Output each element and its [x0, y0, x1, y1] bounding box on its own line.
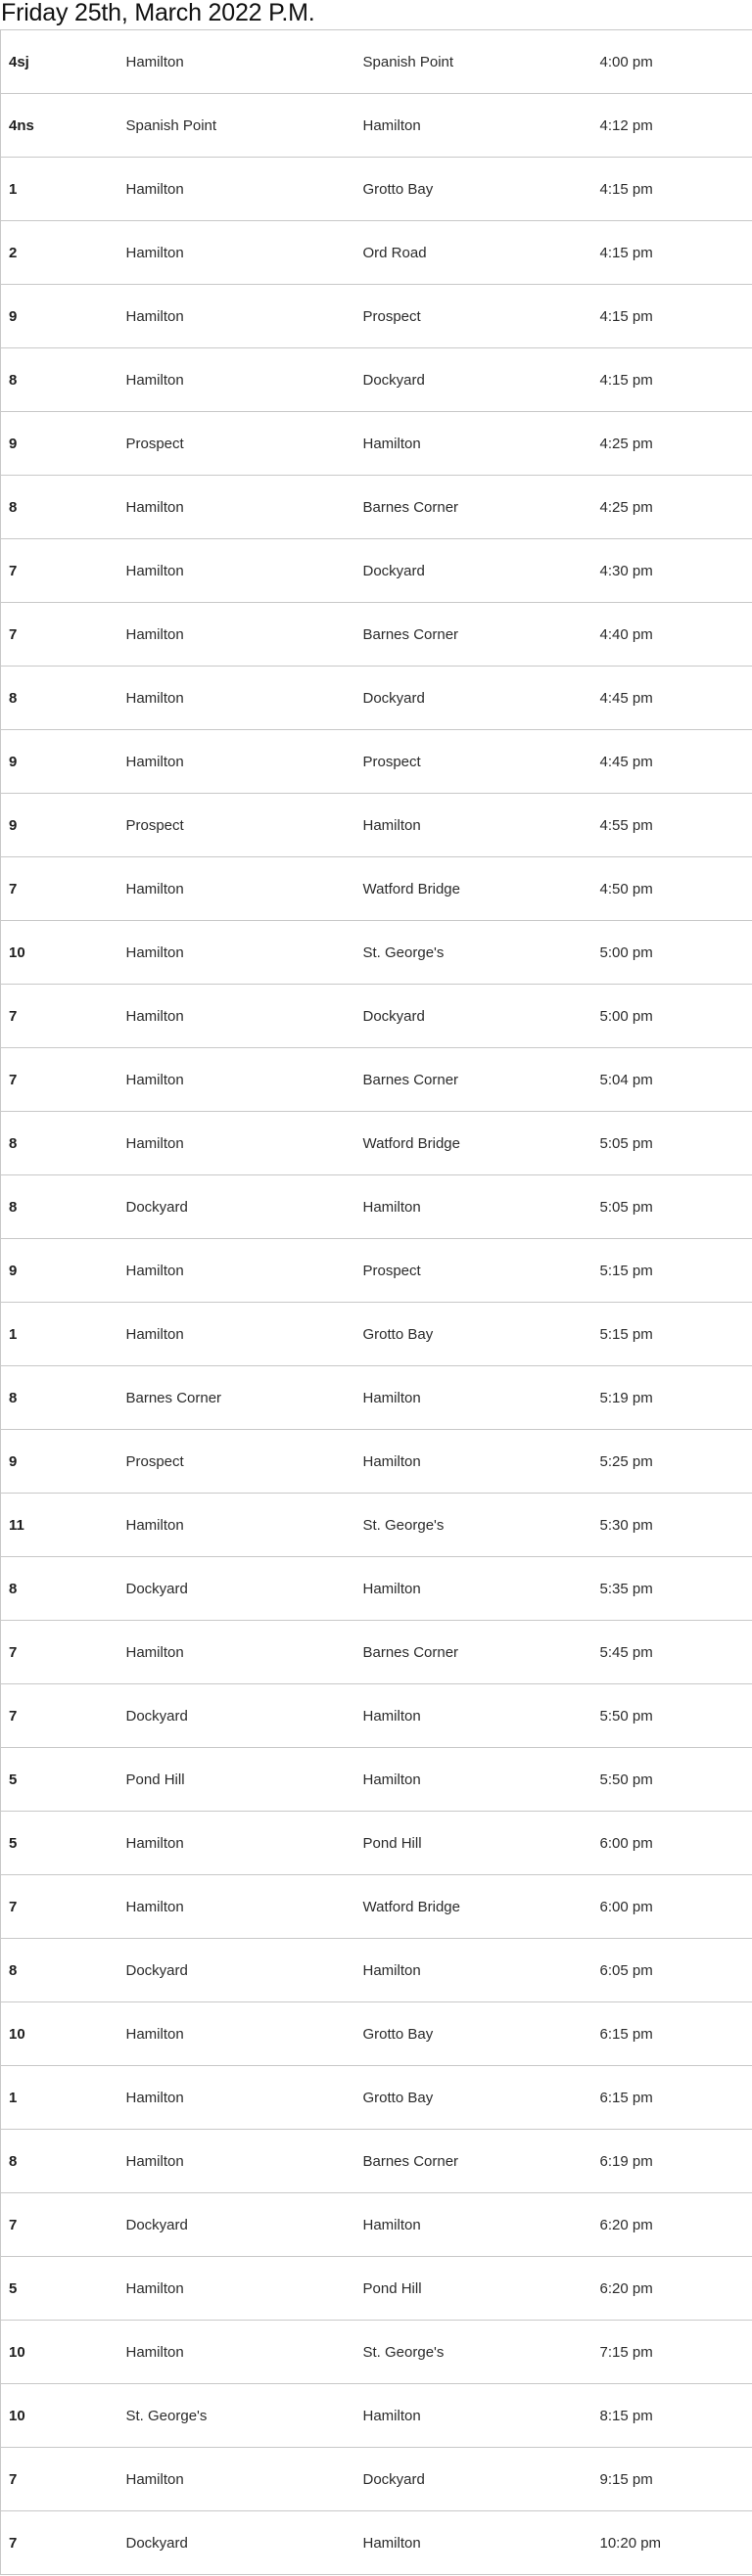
departure-time-cell: 6:00 pm [592, 1875, 752, 1939]
table-row [1, 1875, 752, 1939]
table-row [1, 285, 752, 348]
destination-cell: Barnes Corner [355, 2130, 592, 2193]
destination-cell: Hamilton [355, 94, 592, 158]
destination-cell: Watford Bridge [355, 1875, 592, 1939]
table-row [1, 1621, 752, 1684]
destination-cell: Hamilton [355, 2193, 592, 2257]
departure-time-cell: 5:25 pm [592, 1430, 752, 1494]
origin-cell: Hamilton [118, 2321, 355, 2384]
destination-cell: Watford Bridge [355, 1112, 592, 1175]
table-row [1, 667, 752, 730]
destination-cell: Grotto Bay [355, 2002, 592, 2066]
table-row [1, 2130, 752, 2193]
route-cell: 7 [1, 1684, 118, 1748]
route-cell: 10 [1, 921, 118, 985]
departure-time-cell: 5:15 pm [592, 1303, 752, 1366]
departure-time-cell: 6:15 pm [592, 2066, 752, 2130]
departure-time-cell: 8:15 pm [592, 2384, 752, 2448]
origin-cell: Hamilton [118, 1621, 355, 1684]
origin-cell: Prospect [118, 412, 355, 476]
route-cell: 1 [1, 158, 118, 221]
departure-time-cell: 5:45 pm [592, 1621, 752, 1684]
departure-time-cell: 5:05 pm [592, 1175, 752, 1239]
route-cell: 5 [1, 2257, 118, 2321]
origin-cell: Hamilton [118, 667, 355, 730]
bus-schedule-table [0, 29, 752, 2575]
departure-time-cell: 4:45 pm [592, 730, 752, 794]
table-row [1, 1239, 752, 1303]
departure-time-cell: 5:50 pm [592, 1684, 752, 1748]
table-row [1, 1557, 752, 1621]
table-row [1, 1303, 752, 1366]
route-cell: 2 [1, 221, 118, 285]
origin-cell: Hamilton [118, 921, 355, 985]
table-row [1, 2384, 752, 2448]
table-row [1, 2511, 752, 2575]
origin-cell: Hamilton [118, 348, 355, 412]
origin-cell: Hamilton [118, 1875, 355, 1939]
origin-cell: Hamilton [118, 285, 355, 348]
origin-cell: Hamilton [118, 857, 355, 921]
route-cell: 7 [1, 539, 118, 603]
destination-cell: Dockyard [355, 2448, 592, 2511]
destination-cell: Prospect [355, 285, 592, 348]
route-cell: 7 [1, 2193, 118, 2257]
origin-cell: Dockyard [118, 1175, 355, 1239]
destination-cell: Dockyard [355, 667, 592, 730]
origin-cell: Hamilton [118, 2448, 355, 2511]
route-cell: 7 [1, 1048, 118, 1112]
origin-cell: Dockyard [118, 2193, 355, 2257]
destination-cell: Prospect [355, 1239, 592, 1303]
destination-cell: Hamilton [355, 1430, 592, 1494]
route-cell: 4ns [1, 94, 118, 158]
departure-time-cell: 4:25 pm [592, 476, 752, 539]
departure-time-cell: 4:25 pm [592, 412, 752, 476]
destination-cell: Dockyard [355, 985, 592, 1048]
route-cell: 4sj [1, 30, 118, 94]
table-row [1, 348, 752, 412]
route-cell: 9 [1, 285, 118, 348]
page-title: Friday 25th, March 2022 P.M. [1, 0, 315, 26]
route-cell: 8 [1, 1557, 118, 1621]
table-row [1, 2002, 752, 2066]
origin-cell: Hamilton [118, 730, 355, 794]
table-row [1, 476, 752, 539]
table-row [1, 1684, 752, 1748]
destination-cell: Prospect [355, 730, 592, 794]
origin-cell: Hamilton [118, 1812, 355, 1875]
table-row [1, 2066, 752, 2130]
origin-cell: Hamilton [118, 1303, 355, 1366]
destination-cell: Hamilton [355, 1175, 592, 1239]
destination-cell: Hamilton [355, 1939, 592, 2002]
origin-cell: Hamilton [118, 158, 355, 221]
departure-time-cell: 4:15 pm [592, 158, 752, 221]
destination-cell: Dockyard [355, 539, 592, 603]
origin-cell: St. George's [118, 2384, 355, 2448]
table-row [1, 1748, 752, 1812]
destination-cell: Barnes Corner [355, 1048, 592, 1112]
table-row [1, 794, 752, 857]
destination-cell: Pond Hill [355, 1812, 592, 1875]
route-cell: 7 [1, 857, 118, 921]
route-cell: 7 [1, 985, 118, 1048]
table-row [1, 2193, 752, 2257]
route-cell: 7 [1, 2511, 118, 2575]
destination-cell: Watford Bridge [355, 857, 592, 921]
route-cell: 9 [1, 412, 118, 476]
table-row [1, 221, 752, 285]
origin-cell: Hamilton [118, 2257, 355, 2321]
origin-cell: Hamilton [118, 2130, 355, 2193]
departure-time-cell: 4:40 pm [592, 603, 752, 667]
table-row [1, 985, 752, 1048]
departure-time-cell: 5:00 pm [592, 985, 752, 1048]
route-cell: 9 [1, 1239, 118, 1303]
departure-time-cell: 6:20 pm [592, 2193, 752, 2257]
departure-time-cell: 5:00 pm [592, 921, 752, 985]
route-cell: 8 [1, 348, 118, 412]
departure-time-cell: 4:15 pm [592, 285, 752, 348]
table-row [1, 2257, 752, 2321]
origin-cell: Hamilton [118, 985, 355, 1048]
departure-time-cell: 6:20 pm [592, 2257, 752, 2321]
route-cell: 5 [1, 1748, 118, 1812]
departure-time-cell: 4:55 pm [592, 794, 752, 857]
departure-time-cell: 5:04 pm [592, 1048, 752, 1112]
departure-time-cell: 4:12 pm [592, 94, 752, 158]
table-row [1, 94, 752, 158]
origin-cell: Hamilton [118, 539, 355, 603]
destination-cell: Grotto Bay [355, 158, 592, 221]
origin-cell: Spanish Point [118, 94, 355, 158]
route-cell: 1 [1, 2066, 118, 2130]
destination-cell: Spanish Point [355, 30, 592, 94]
origin-cell: Pond Hill [118, 1748, 355, 1812]
destination-cell: Hamilton [355, 794, 592, 857]
destination-cell: Hamilton [355, 2384, 592, 2448]
origin-cell: Hamilton [118, 2066, 355, 2130]
route-cell: 8 [1, 2130, 118, 2193]
origin-cell: Hamilton [118, 30, 355, 94]
table-row [1, 2321, 752, 2384]
departure-time-cell: 4:15 pm [592, 221, 752, 285]
table-row [1, 1430, 752, 1494]
destination-cell: Hamilton [355, 412, 592, 476]
destination-cell: Hamilton [355, 1748, 592, 1812]
origin-cell: Dockyard [118, 1939, 355, 2002]
route-cell: 7 [1, 1621, 118, 1684]
origin-cell: Hamilton [118, 603, 355, 667]
destination-cell: St. George's [355, 1494, 592, 1557]
origin-cell: Hamilton [118, 1494, 355, 1557]
route-cell: 9 [1, 730, 118, 794]
destination-cell: Pond Hill [355, 2257, 592, 2321]
route-cell: 9 [1, 794, 118, 857]
departure-time-cell: 4:00 pm [592, 30, 752, 94]
origin-cell: Prospect [118, 794, 355, 857]
table-row [1, 921, 752, 985]
destination-cell: St. George's [355, 921, 592, 985]
table-row [1, 1366, 752, 1430]
table-row [1, 1939, 752, 2002]
departure-time-cell: 5:30 pm [592, 1494, 752, 1557]
departure-time-cell: 5:35 pm [592, 1557, 752, 1621]
destination-cell: Barnes Corner [355, 476, 592, 539]
table-row [1, 1175, 752, 1239]
route-cell: 8 [1, 476, 118, 539]
route-cell: 8 [1, 1939, 118, 2002]
departure-time-cell: 5:50 pm [592, 1748, 752, 1812]
route-cell: 8 [1, 667, 118, 730]
origin-cell: Hamilton [118, 1239, 355, 1303]
departure-time-cell: 4:45 pm [592, 667, 752, 730]
destination-cell: Hamilton [355, 1366, 592, 1430]
origin-cell: Hamilton [118, 221, 355, 285]
route-cell: 1 [1, 1303, 118, 1366]
destination-cell: Ord Road [355, 221, 592, 285]
destination-cell: Hamilton [355, 1557, 592, 1621]
table-row [1, 412, 752, 476]
origin-cell: Prospect [118, 1430, 355, 1494]
table-row [1, 730, 752, 794]
destination-cell: Hamilton [355, 1684, 592, 1748]
origin-cell: Dockyard [118, 2511, 355, 2575]
origin-cell: Dockyard [118, 1684, 355, 1748]
departure-time-cell: 10:20 pm [592, 2511, 752, 2575]
destination-cell: Hamilton [355, 2511, 592, 2575]
table-row [1, 30, 752, 94]
route-cell: 10 [1, 2321, 118, 2384]
destination-cell: Barnes Corner [355, 603, 592, 667]
schedule-body [1, 30, 752, 2575]
origin-cell: Hamilton [118, 476, 355, 539]
route-cell: 5 [1, 1812, 118, 1875]
origin-cell: Hamilton [118, 1112, 355, 1175]
departure-time-cell: 5:19 pm [592, 1366, 752, 1430]
table-row [1, 1812, 752, 1875]
table-row [1, 857, 752, 921]
departure-time-cell: 4:30 pm [592, 539, 752, 603]
table-row [1, 2448, 752, 2511]
destination-cell: St. George's [355, 2321, 592, 2384]
route-cell: 10 [1, 2384, 118, 2448]
route-cell: 8 [1, 1112, 118, 1175]
origin-cell: Hamilton [118, 2002, 355, 2066]
route-cell: 9 [1, 1430, 118, 1494]
departure-time-cell: 6:19 pm [592, 2130, 752, 2193]
table-row [1, 1494, 752, 1557]
table-row [1, 539, 752, 603]
table-row [1, 603, 752, 667]
departure-time-cell: 6:05 pm [592, 1939, 752, 2002]
departure-time-cell: 5:05 pm [592, 1112, 752, 1175]
route-cell: 7 [1, 2448, 118, 2511]
departure-time-cell: 4:50 pm [592, 857, 752, 921]
table-row [1, 158, 752, 221]
origin-cell: Dockyard [118, 1557, 355, 1621]
origin-cell: Barnes Corner [118, 1366, 355, 1430]
departure-time-cell: 6:00 pm [592, 1812, 752, 1875]
route-cell: 7 [1, 603, 118, 667]
destination-cell: Grotto Bay [355, 1303, 592, 1366]
departure-time-cell: 5:15 pm [592, 1239, 752, 1303]
origin-cell: Hamilton [118, 1048, 355, 1112]
table-row [1, 1112, 752, 1175]
route-cell: 11 [1, 1494, 118, 1557]
departure-time-cell: 9:15 pm [592, 2448, 752, 2511]
departure-time-cell: 7:15 pm [592, 2321, 752, 2384]
destination-cell: Dockyard [355, 348, 592, 412]
destination-cell: Barnes Corner [355, 1621, 592, 1684]
route-cell: 7 [1, 1875, 118, 1939]
departure-time-cell: 4:15 pm [592, 348, 752, 412]
table-row [1, 1048, 752, 1112]
route-cell: 10 [1, 2002, 118, 2066]
route-cell: 8 [1, 1175, 118, 1239]
destination-cell: Grotto Bay [355, 2066, 592, 2130]
route-cell: 8 [1, 1366, 118, 1430]
departure-time-cell: 6:15 pm [592, 2002, 752, 2066]
